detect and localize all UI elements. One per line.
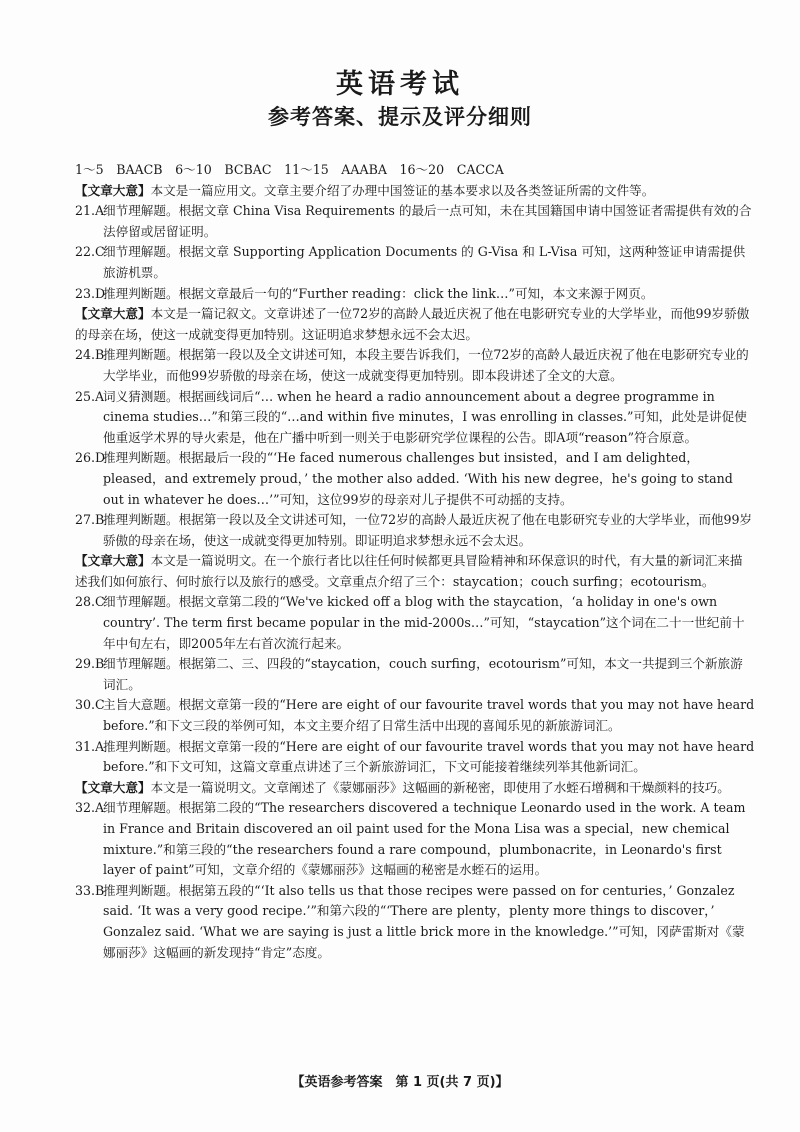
answer-item-27 — [75, 510, 755, 551]
item-explanation: 细节理解题。根据第二段的“The researchers discovered a technique Leonardo used in the work. A team in France and Britain discovered an oil paint used for the Mona Lisa was a special，new chemical mixture.”和第三段的“the researchers found a rare compound，plumbonacrite，in Leonardo's first layer of paint”可知，文章介绍的《蒙娜丽莎》这幅画的秘密是水蛭石的运用。 — [103, 800, 746, 878]
summary-passage-d — [75, 778, 755, 799]
summary-label: 【文章大意】 — [75, 306, 151, 322]
answer-item-33 — [75, 881, 755, 963]
item-explanation: 推理判断题。根据第五段的“‘It also tells us that those recipes were passed on for centuries，’ Gonzalez said. ‘It was a very good recipe.’”和第六段的“‘There are plenty，plenty more things to discover，’ Gonzalez said. ‘What we are saying is just a little brick more in the knowledge.’”可知，冈萨雷斯对《蒙娜丽莎》这幅画的新发现持“肯定”态度。 — [103, 882, 745, 960]
item-explanation: 推理判断题。根据第一段以及全文讲述可知，一位72岁的高龄人最近庆祝了他在电影研究专业的大学毕业，而他99岁骄傲的母亲在场，使这一成就变得更加特别。即证明追求梦想永远不会太迟。 — [103, 512, 753, 548]
item-number: 27.B — [75, 512, 105, 528]
answer-key-line: 1～5 BAACB 6～10 BCBAC 11～15 AAABA 16～20 CACCA — [75, 162, 504, 177]
answer-body — [75, 160, 755, 963]
page-title: 英语考试 — [336, 69, 464, 100]
item-number: 31.A — [75, 738, 105, 754]
item-number: 21.A — [75, 203, 105, 219]
summary-text: 本文是一篇应用文。文章主要介绍了办理中国签证的基本要求以及各类签证所需的文件等。 — [150, 182, 655, 198]
item-number: 32.A — [75, 800, 105, 816]
page-subtitle: 参考答案、提示及评分细则 — [268, 105, 532, 129]
item-number: 22.C — [75, 244, 105, 260]
summary-passage-b — [75, 304, 755, 345]
item-number: 24.B — [75, 347, 105, 363]
item-explanation: 主旨大意题。根据文章第一段的“Here are eight of our favourite travel words that you may not have heard before.”和下文三段的举例可知，本文主要介绍了日常生活中出现的喜闻乐见的新旅游词汇。 — [103, 697, 755, 734]
item-explanation: 推理判断题。根据第一段以及全文讲述可知，本段主要告诉我们，一位72岁的高龄人最近庆祝了他在电影研究专业的大学毕业，而他99岁骄傲的母亲在场，使这一成就变得更加特别。即本段讲述了全文的大意。 — [103, 347, 749, 383]
summary-label: 【文章大意】 — [75, 182, 151, 198]
summary-passage-c — [75, 551, 755, 592]
item-number: 25.A — [75, 388, 105, 404]
answer-item-30 — [75, 695, 755, 736]
answer-item-24 — [75, 345, 755, 386]
summary-passage-a — [75, 181, 755, 202]
page-footer: 【英语参考答案 第 1 页(共 7 页)】 — [291, 1075, 509, 1090]
summary-text: 本文是一篇记叙文。文章讲述了一位72岁的高龄人最近庆祝了他在电影研究专业的大学毕业，而他99岁骄傲的母亲在场，使这一成就变得更加特别。这证明追求梦想永远不会太迟。 — [75, 306, 750, 342]
item-number: 28.C — [75, 594, 105, 610]
item-explanation: 细节理解题。根据文章 Supporting Application Documents 的 G-Visa 和 L-Visa 可知，这两种签证申请需提供旅游机票。 — [103, 244, 746, 280]
item-number: 29.B — [75, 656, 105, 672]
answer-item-22 — [75, 242, 755, 283]
answer-item-32 — [75, 798, 755, 880]
answer-item-26 — [75, 448, 755, 510]
summary-text: 本文是一篇说明文。文章阐述了《蒙娜丽莎》这幅画的新秘密，即使用了水蛭石增稠和干燥颜料的技巧。 — [150, 779, 730, 795]
item-explanation: 推理判断题。根据文章第一段的“Here are eight of our favourite travel words that you may not have heard before.”和下文可知，这篇文章重点讲述了三个新旅游词汇，下文可能接着继续列举其他新词汇。 — [103, 738, 755, 775]
item-explanation: 细节理解题。根据文章第二段的“We've kicked off a blog with the staycation，‘a holiday in one's own country’. The term first became popular in the mid-2000s…”可知，“staycation”这个词在二十一世纪前十年中旬左右，即2005年左右首次流行起来。 — [103, 594, 745, 651]
answer-item-25 — [75, 387, 755, 449]
answer-item-21 — [75, 201, 755, 242]
answer-item-23 — [75, 284, 755, 305]
summary-label: 【文章大意】 — [75, 553, 151, 569]
item-number: 30.C — [75, 697, 105, 713]
summary-text: 本文是一篇说明文。在一个旅行者比以往任何时候都更具冒险精神和环保意识的时代，有大量的新词汇来描述我们如何旅行、何时旅行以及旅行的感受。文章重点介绍了三个：staycation；couch surfing；ecotourism。 — [75, 553, 743, 589]
answer-item-31 — [75, 737, 755, 778]
item-number: 23.D — [75, 285, 106, 301]
answer-item-28 — [75, 592, 755, 654]
item-number: 26.D — [75, 450, 106, 466]
answer-item-29 — [75, 654, 755, 695]
item-number: 33.B — [75, 882, 105, 898]
item-explanation: 细节理解题。根据第二、三、四段的“staycation，couch surfing，ecotourism”可知，本文一共提到三个新旅游词汇。 — [103, 656, 743, 692]
summary-label: 【文章大意】 — [75, 779, 151, 795]
item-explanation: 细节理解题。根据文章 China Visa Requirements 的最后一点可知，未在其国籍国申请中国签证者需提供有效的合法停留或居留证明。 — [103, 203, 752, 239]
item-explanation: 词义猜测题。根据画线词后“… when he heard a radio announcement about a degree programme in cinema studies…”和第三段的“…and within five minutes，I was enrolling in classes.”可知，此处是讲促使他重返学术界的导火索是，他在广播中听到一则关于电影研究学位课程的公告。即A项“reason”符合原意。 — [103, 388, 747, 445]
item-explanation: 推理判断题。根据最后一段的“‘He faced numerous challenges but insisted，and I am delighted，pleased，and extremely proud，’ the mother also added. ‘With his new degree，he's going to stand out in whatever he does…’”可知，这位99岁的母亲对儿子提供不可动摇的支持。 — [103, 450, 733, 507]
item-explanation: 推理判断题。根据文章最后一句的“Further reading：click the link…”可知，本文来源于网页。 — [103, 285, 654, 301]
